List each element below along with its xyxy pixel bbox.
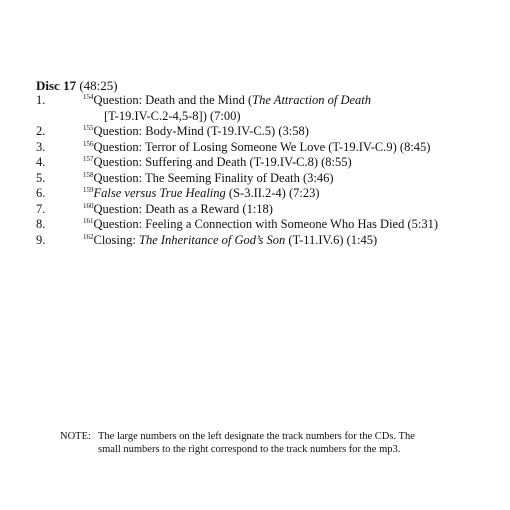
track-title: Question: Terror of Losing Someone We Love (T-19.IV-C.9) (8:45) [93,139,431,154]
cd-track-number: 6. [36,186,46,200]
mp3-track-number: 158 [83,170,94,179]
track-title-suffix: (S-3.II.2-4) (7:23) [225,186,320,200]
disc-heading [36,78,118,94]
mp3-track-number: 156 [83,139,94,148]
track-item [36,93,506,124]
track-title: Closing: [93,232,139,247]
track-item [36,202,506,218]
cd-track-number: 3. [36,139,46,154]
mp3-track-number: 154 [83,93,94,101]
mp3-track-number: 161 [83,217,94,225]
track-list [36,93,506,248]
note-text-line1: The large numbers on the left designate the track numbers for the CDs. The [98,431,415,442]
track-title: Question: Suffering and Death (T-19.IV-C.8) (8:55) [93,155,352,169]
cd-track-number: 8. [36,217,46,231]
disc-label: Disc 17 [36,78,77,93]
track-title-continuation: [T-19.IV-C.2-4,5-8]) (7:00) [104,108,241,123]
track-title: Question: Death as a Reward (1:18) [93,201,273,216]
track-item [36,217,506,233]
track-title: Question: Feeling a Connection with Someone Who Has Died (5:31) [93,217,439,231]
track-item [36,233,506,249]
mp3-track-number: 162 [83,232,94,241]
note-label: NOTE: [60,431,91,442]
cd-track-number: 5. [36,170,46,185]
cd-track-number: 7. [36,201,46,216]
track-title-italic: False versus True Healing [93,186,226,200]
track-title: Question: Body-Mind (T-19.IV-C.5) (3:58) [93,124,309,138]
track-title-italic: The Attraction of Death [252,93,372,107]
track-title-suffix: (T-11.IV.6) (1:45) [285,232,378,247]
track-item [36,155,506,171]
mp3-track-number: 157 [83,155,94,163]
track-title: Question: The Seeming Finality of Death (3:46) [93,170,334,185]
track-item [36,140,506,156]
cd-track-number: 1. [36,93,46,107]
track-title: Question: Death and the Mind ( [93,93,253,107]
mp3-track-number: 159 [83,186,94,194]
cd-track-number: 4. [36,155,46,169]
disc-duration: (48:25) [79,78,118,93]
track-item [36,171,506,187]
mp3-track-number: 160 [83,201,94,210]
track-item [36,124,506,140]
cd-track-number: 2. [36,124,46,138]
cd-track-number: 9. [36,232,46,247]
mp3-track-number: 155 [83,124,94,132]
track-item [36,186,506,202]
note-text-line2: small numbers to the right correspond to the track numbers for the mp3. [98,444,401,455]
track-title-italic: The Inheritance of God’s Son [139,232,286,247]
